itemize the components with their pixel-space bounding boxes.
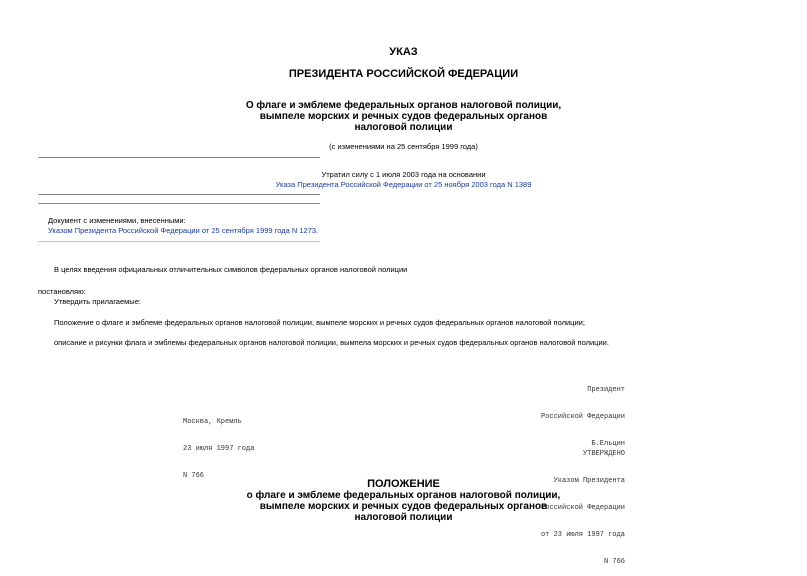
place-date-line: 23 июля 1997 года xyxy=(183,445,255,453)
signature-line: Российской Федерации xyxy=(540,413,625,421)
separator xyxy=(38,241,320,242)
preamble: В целях введения официальных отличительных символов федеральных органов налоговой полиции xyxy=(54,265,408,274)
regulation-title-line: налоговой полиции xyxy=(354,512,453,523)
separator xyxy=(38,203,320,204)
place-date-line: N 766 xyxy=(183,472,205,480)
regulation-title-line: вымпеле морских и речных судов федеральных органов xyxy=(259,501,548,512)
decree-word: постановляю: xyxy=(38,287,86,296)
decree-title-line: О флаге и эмблеме федеральных органов налоговой полиции, xyxy=(245,100,562,111)
void-notice-link[interactable]: Указа Президента Российской Федерации от 25 ноября 2003 года N 1389 xyxy=(275,180,532,189)
changes-label: Документ с изменениями, внесенными: xyxy=(48,216,186,225)
regulation-title xyxy=(0,490,807,523)
approve-text: Утвердить прилагаемые: xyxy=(54,297,141,306)
item-regulation: Положение о флаге и эмблеме федеральных органов налоговой полиции, вымпеле морских и речных судов федеральных органов налоговой полиции; xyxy=(54,318,585,327)
signature-line: Б.Ельцин xyxy=(591,440,625,448)
signature-line: Президент xyxy=(587,386,625,394)
item-description: описание и рисунки флага и эмблемы федеральных органов налоговой полиции, вымпела морских и речных судов федеральных органов налоговой полиции. xyxy=(54,338,609,347)
decree-title-line: налоговой полиции xyxy=(354,122,453,133)
approved-line: от 23 июля 1997 года xyxy=(540,531,625,539)
place-date-block xyxy=(183,400,254,490)
decree-title-line: вымпеле морских и речных судов федеральных органов xyxy=(259,111,548,122)
void-notice-text: Утратил силу с 1 июля 2003 года на основании xyxy=(321,170,486,179)
decree-issuer: ПРЕЗИДЕНТА РОССИЙСКОЙ ФЕДЕРАЦИИ xyxy=(288,68,519,80)
place-date-line: Москва, Кремль xyxy=(183,418,242,426)
approved-line: УТВЕРЖДЕНО xyxy=(582,450,625,458)
decree-title xyxy=(0,100,807,133)
regulation-title-line: о флаге и эмблеме федеральных органов налоговой полиции, xyxy=(246,490,561,501)
approved-line: N 766 xyxy=(603,558,625,566)
approved-line: Российской Федерации xyxy=(540,504,625,512)
amendment-note: (с изменениями на 25 сентября 1999 года) xyxy=(329,142,478,151)
changes-link[interactable]: Указом Президента Российской Федерации от 25 сентября 1999 года N 1273. xyxy=(48,226,319,235)
separator xyxy=(38,194,320,195)
regulation-heading: ПОЛОЖЕНИЕ xyxy=(367,478,440,490)
decree-heading: УКАЗ xyxy=(389,46,418,58)
separator xyxy=(38,157,320,158)
approved-line: Указом Президента xyxy=(553,477,625,485)
